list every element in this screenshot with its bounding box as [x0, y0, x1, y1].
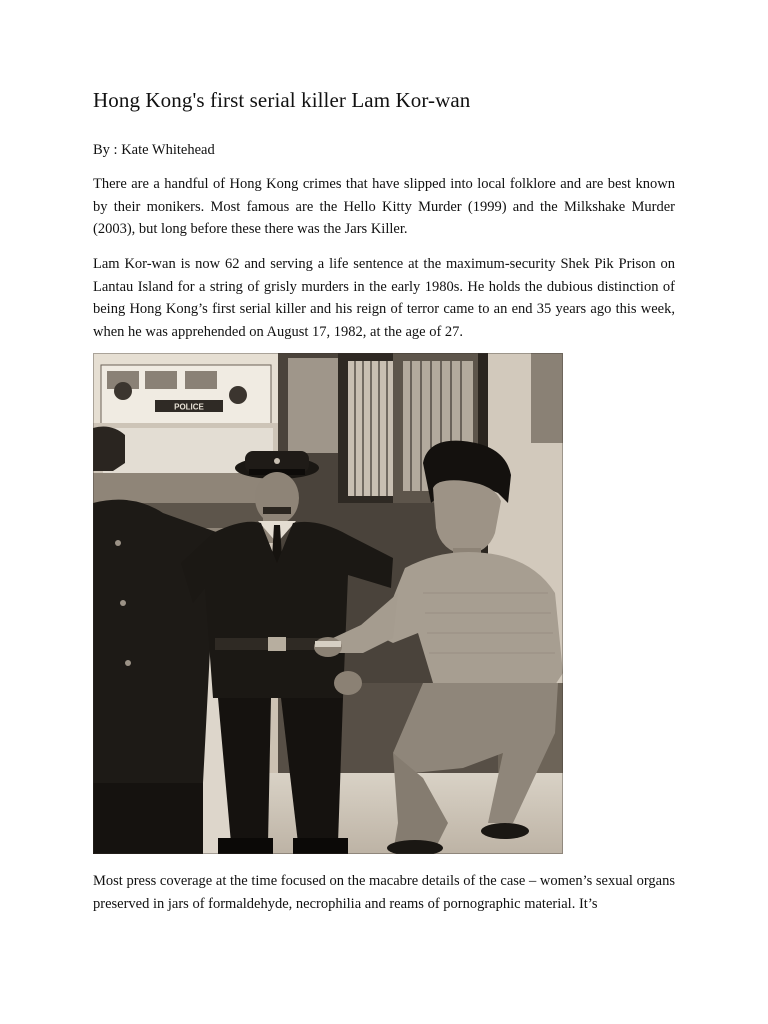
- article-title: Hong Kong's first serial killer Lam Kor-wan: [93, 88, 471, 112]
- article-byline: By : Kate Whitehead: [93, 142, 215, 158]
- police-sign-text: POLICE: [174, 402, 204, 412]
- article-paragraph-2: Lam Kor-wan is now 62 and serving a life sentence at the maximum-security Shek Pik Prison on Lantau Island for a string of grisly murders in the early 1980s. He holds the dubious distinction of being Hong Kong’s first serial killer and his reign of terror came to an end 35 years ago this week, when he was apprehended on August 17, 1982, at the age of 27.: [93, 256, 675, 340]
- photo-illustration: [93, 353, 563, 854]
- article-paragraph-3: Most press coverage at the time focused on the macabre details of the case – women’s sexual organs preserved in jars of formaldehyde, necrophilia and reams of pornographic material. It’s: [93, 873, 675, 912]
- background-police-vehicle: [101, 365, 271, 425]
- article-photo: [93, 353, 563, 854]
- article-paragraph-1: There are a handful of Hong Kong crimes that have slipped into local folklore and are best known by their monikers. Most famous are the Hello Kitty Murder (1999) and the Milkshake Murder (2003), but long before these there was the Jars Killer.: [93, 176, 675, 237]
